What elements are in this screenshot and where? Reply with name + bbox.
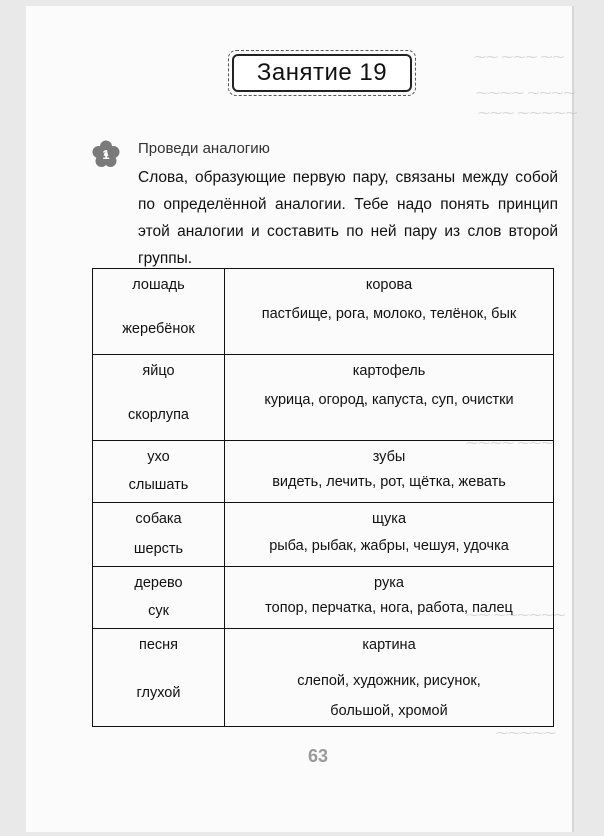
analogy-table	[92, 268, 554, 727]
table-row	[93, 567, 554, 629]
pair-word-2: шерсть	[133, 541, 184, 557]
pair-word-2: глухой	[136, 685, 181, 701]
table-row	[93, 629, 554, 727]
pair-word-2: слышать	[128, 477, 189, 493]
answer-options: пастбище, рога, молоко, телёнок, бык	[261, 306, 517, 322]
table-row	[93, 355, 554, 441]
bleed-through-text: ⁓⁓ ⁓⁓⁓⁓⁓⁓	[466, 608, 566, 622]
answer-options: видеть, лечить, рот, щётка, жевать	[272, 474, 506, 490]
pair-word-1: яйцо	[142, 363, 175, 379]
table-row	[93, 503, 554, 567]
flower-task-icon	[92, 140, 120, 168]
answer-options: слепой, художник, рисунок, большой, хромой	[297, 673, 481, 719]
bleed-through-text: ⁓⁓⁓ ⁓⁓⁓⁓⁓	[478, 106, 578, 120]
page-number: 63	[308, 746, 329, 766]
target-word: картина	[362, 637, 416, 653]
pair-word-1: песня	[138, 637, 179, 653]
pair-word-2: скорлупа	[127, 407, 190, 423]
target-word: щука	[371, 511, 407, 527]
target-word: зубы	[372, 449, 406, 465]
bleed-through-text: ⁓⁓⁓⁓ ⁓⁓⁓	[466, 436, 554, 450]
pair-word-1: дерево	[134, 575, 183, 591]
bleed-through-text: ⁓⁓⁓⁓ ⁓⁓⁓⁓	[476, 86, 576, 100]
svg-text:1: 1	[102, 147, 110, 162]
target-word: картофель	[352, 363, 426, 379]
workbook-page	[26, 6, 578, 832]
target-word: корова	[365, 277, 413, 293]
task-title: Проведи аналогию	[138, 140, 270, 157]
pair-word-1: ухо	[147, 449, 170, 465]
table-row	[93, 441, 554, 503]
lesson-title-frame	[232, 54, 412, 92]
answer-options: топор, перчатка, нога, работа, палец	[265, 600, 513, 616]
answer-options: рыба, рыбак, жабры, чешуя, удочка	[269, 538, 509, 554]
pair-word-2: сук	[148, 603, 169, 619]
lesson-title: Занятие 19	[256, 59, 388, 86]
task-intro: Слова, образующие первую пару, связаны между собой по определённой аналогии. Тебе надо понять принцип этой аналогии и составить по ней пару из слов второй группы.	[138, 169, 558, 267]
bleed-through-text: ⁓⁓ ⁓⁓⁓ ⁓⁓	[474, 50, 565, 64]
bleed-through-text: ⁓⁓⁓⁓⁓	[496, 726, 556, 740]
answer-options: курица, огород, капуста, суп, очистки	[264, 392, 514, 408]
pair-word-1: лошадь	[132, 277, 185, 293]
pair-word-2: жеребёнок	[122, 321, 195, 337]
table-row	[93, 269, 554, 355]
pair-word-1: собака	[135, 511, 182, 527]
target-word: рука	[374, 575, 404, 591]
